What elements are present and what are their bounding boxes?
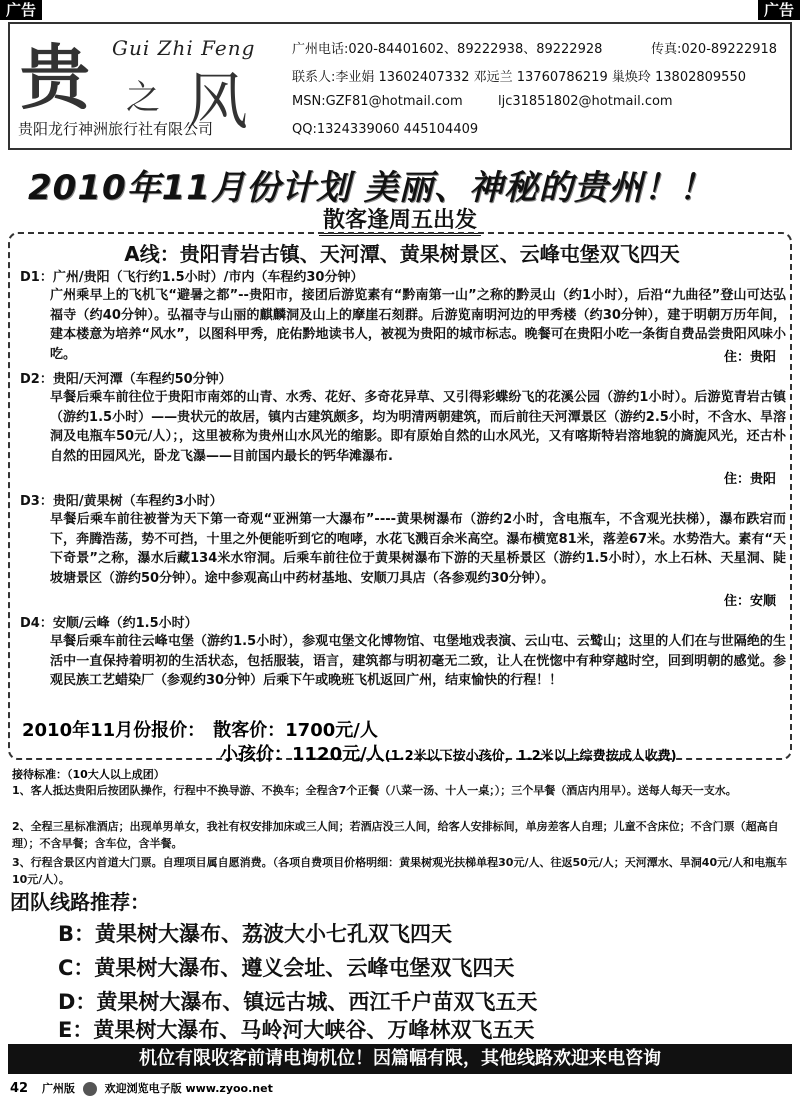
day-description: 广州乘早上的飞机飞“避暑之都”--贵阳市，接团后游览素有“黔南第一山”之称的黔灵山（约1小时），后沿“九曲径”登山可达弘福寺（约40分钟）。弘福寺与山丽的麒麟洞及山上的摩崖石刻群。后游览南明河边的甲秀楼（约30分钟），建于明朝万历年间，建本楼意为培养“风水”，以图科甲秀，庇佑黔地读书人，被视为贵阳的城市标志。晚餐可在贵阳小吃一条街自费品尝贵阳风味小吃。 [50,288,786,362]
msn-primary: MSN:GZF81@hotmail.com [292,94,463,109]
page-number: 42 [10,1081,29,1096]
logo-char-gui: 贵 [20,36,90,119]
team-routes-title: 团队线路推荐： [10,890,150,914]
day-description: 早餐后乘车前往云峰屯堡（游约1.5小时），参观屯堡文化博物馆、屯堡地戏表演、云山屯、云鹫山；这里的人们在与世隔绝的生活中一直保持着明初的生活状态，包括服装，语言，建筑都与明初毫无二致，让人在恍惚中有种穿越时空，回到明朝的感觉。参观民族工艺蜡染厂（参观约30分钟）后乘下午或晚班飞机返回广州，结束愉快的行程！！ [50,634,786,688]
company-name: 贵阳龙行神洲旅行社有限公司 [18,120,214,138]
route-title: A线：贵阳青岩古镇、天河潭、黄果树景区、云峰屯堡双飞四天 [124,242,680,266]
price-adult-line [22,716,378,742]
page-footer [10,1080,273,1096]
team-route-item: C：黄果树大瀑布、遵义会址、云峰屯堡双飞四天 [58,956,515,980]
price-label: 2010年11月份报价： [22,720,206,741]
phone-line: 广州电话:020-84401602、89222938、89222928 [292,42,603,57]
standard-item: 3、行程含景区内首道大门票。自理项目属自愿消费。（各项自费项目价格明细：黄果树观光扶梯单程30元/人、往返50元/人；天河潭水、旱洞40元/人和电瓶车10元/人）。 [12,856,788,886]
logo-latin-text: Gui Zhi Feng [112,36,256,60]
qq-line: QQ:1324339060 445104409 [292,122,479,137]
child-price-note: (1.2米以下按小孩价，1.2米以上综费按成人收费) [384,749,677,764]
day-stay: 住：安顺 [723,594,776,609]
day-stay: 住：贵阳 [723,350,776,365]
publisher-logo-icon [83,1082,97,1096]
contact-people: 联系人:李业娟 13602407332 邓远兰 13760786219 巢焕玲 13802809550 [292,70,746,85]
standards-title: 接待标准：（10大人以上成团） [12,768,165,781]
day-stay: 住：贵阳 [723,472,776,487]
footer-text: 欢迎浏览电子版 www.zyoo.net [104,1082,273,1095]
ad-label-left: 广告 [0,0,42,20]
day-heading: D3：贵阳/黄果树（车程约3小时） [20,494,223,509]
adult-price: 散客价：1700元/人 [213,720,378,741]
day-heading: D4：安顺/云峰（约1.5小时） [20,616,198,631]
day-description: 早餐后乘车前往位于贵阳市南郊的山青、水秀、花好、多奇花异草、又引得彩蝶纷飞的花溪公园（游约1小时）。后游览青岩古镇（游约1.5小时）——贵状元的故居，镇内古建筑颇多，均为明清两朝建筑，而后前往天河潭景区（游约2.5小时，不含水、旱溶洞及电瓶车50元/人）；，这里被称为贵州山水风光的缩影。即有原始自然的山水风光，又有喀斯特岩溶地貌的旖旎风光，还古朴自然的田园风光，卧龙飞瀑——目前国内最长的钙华滩瀑布. [50,390,786,464]
day-description: 早餐后乘车前往被誉为天下第一奇观“亚洲第一大瀑布”----黄果树瀑布（游约2小时，含电瓶车，不含观光扶梯），瀑布跌宕而下，奔腾浩荡，势不可挡，十里之外便能听到它的咆哮，水花飞溅百余米高空。瀑布横宽81米，落差67米。水势浩大。素有“天下奇景”之称，瀑水后藏134米水帘洞。后乘车前往位于黄果树瀑布下游的天星桥景区（游约1.5小时），水上石林、天星洞、陡坡塘景区（游约50分钟）。途中参观高山中药材基地、安顺刀具店（各参观约30分钟）。 [50,512,786,586]
fax-line: 传真:020-89222918 [651,42,778,57]
team-route-item: D：黄果树大瀑布、镇远古城、西江千户苗双飞五天 [58,990,538,1014]
msn-secondary: ljc31851802@hotmail.com [498,94,673,109]
team-route-item: B：黄果树大瀑布、荔波大小七孔双飞四天 [58,922,453,946]
child-price: 小孩价：1120元/人 [220,744,385,765]
bottom-notice-bar: 机位有限收客前请电询机位！因篇幅有限，其他线路欢迎来电咨询 [8,1044,792,1074]
price-child-line [220,740,677,766]
departure-subtitle [0,203,800,234]
standard-item: 2、全程三星标准酒店；出现单男单女，我社有权安排加床或三人间；若酒店没三人间，给客人安排标间，单房差客人自理；儿童不含床位；不含门票（超高自理）；不含早餐；含车位，含半餐。 [12,820,779,850]
team-route-item: E：黄果树大瀑布、马岭河大峡谷、万峰林双飞五天 [58,1018,535,1042]
logo-char-zhi: 之 [126,78,160,118]
subtitle-text: 散客逢周五出发 [319,208,481,236]
ad-label-right: 广告 [758,0,800,20]
header-banner [8,22,792,150]
edition-label: 广州版 [41,1082,75,1095]
standard-item: 1、客人抵达贵阳后按团队操作，行程中不换导游、不换车；全程含7个正餐（八菜一汤、十人一桌；）；三个早餐（酒店内用早）。送每人每天一支水。 [12,784,737,797]
day-heading: D2：贵阳/天河潭（车程约50分钟） [20,372,232,387]
route-a-box [8,232,792,765]
logo-char-feng: 风 [186,65,249,138]
day-heading: D1：广州/贵阳（飞行约1.5小时）/市内（车程约30分钟） [20,270,364,285]
plan-title: 2010年11月份计划 美丽、神秘的贵州！！ [28,168,714,208]
